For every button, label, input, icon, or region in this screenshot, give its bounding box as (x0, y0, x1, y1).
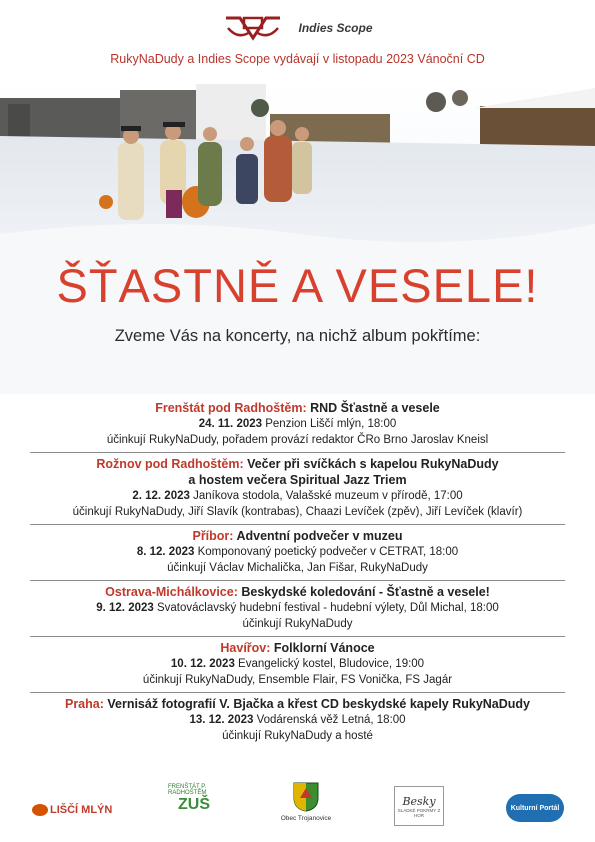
event-performers: účinkují RukyNaDudy, Ensemble Flair, FS Vonička, FS Jagár (142, 674, 453, 686)
besky-wordmark: Besky (402, 794, 436, 808)
event-date: 8. 12. 2023 (136, 546, 195, 558)
event-place: Rožnov pod Radhoštěm: (96, 457, 244, 471)
event-datetime (30, 600, 565, 616)
event-heading (30, 640, 565, 656)
event-datetime (30, 544, 565, 560)
event-date: 9. 12. 2023 (96, 602, 154, 614)
header (0, 0, 595, 86)
event-name: Folklorní Vánoce (270, 641, 375, 655)
event-date: 13. 12. 2023 (189, 714, 254, 726)
kulturni-portal-logo (506, 794, 564, 822)
zus-label: ZUŠ (178, 796, 210, 813)
event-place: Ostrava-Michálkovice: (105, 585, 238, 599)
event-venue: Svatováclavský hudební festival - hudební výlety, Důl Michal, 18:00 (153, 602, 499, 614)
event-performers: účinkují RukyNaDudy a hosté (222, 730, 373, 742)
event-venue: Penzion Liščí mlýn, 18:00 (262, 418, 397, 430)
event-place: Praha: (64, 697, 104, 711)
event-performers: účinkují Václav Michalička, Jan Fišar, RukyNaDudy (167, 562, 428, 574)
event-venue: Janíkova stodola, Valašské muzeum v přírodě, 17:00 (189, 490, 463, 502)
event-name: RND Šťastně a vesele (306, 401, 440, 415)
besky-subtitle: SLADKÉ POKRMY Z HOR (397, 807, 441, 818)
subtitle: Zveme Vás na koncerty, na nichž album pokřtíme: (114, 327, 481, 345)
zus-arc-text: FRENŠTÁT P. RADHOŠTĚM (168, 784, 207, 796)
event-performers: účinkují RukyNaDudy, Jiří Slavík (kontrabas), Chaazi Levíček (zpěv), Jiří Levíček (klavír) (72, 506, 523, 518)
event-item (30, 525, 565, 581)
event-item (30, 453, 565, 525)
event-item (30, 397, 565, 453)
main-title: ŠŤASTNĚ A VESELE! (56, 259, 539, 312)
header-logo-row (0, 14, 595, 42)
event-item (30, 693, 565, 748)
besky-logo (394, 786, 444, 826)
event-heading (30, 696, 565, 712)
event-place: Frenštát pod Radhoštěm: (155, 401, 307, 415)
event-name: Beskydské koledování - Šťastně a vesele! (237, 585, 490, 599)
event-item (30, 637, 565, 693)
rukynadudy-logo-icon (222, 14, 284, 42)
event-datetime (30, 656, 565, 672)
lisci-mlyn-label: LIŠČÍ MLÝN (50, 804, 113, 816)
obec-caption: Obec Trojanovice (280, 815, 332, 822)
coat-of-arms-icon (293, 782, 319, 812)
event-performers: účinkují RukyNaDudy, pořadem provází redaktor ČRo Brno Jaroslav Kneisl (106, 434, 489, 446)
event-heading (30, 456, 565, 472)
event-date: 10. 12. 2023 (170, 658, 235, 670)
lisci-mlyn-logo (32, 804, 112, 816)
event-name: Večer při svíčkách s kapelou RukyNaDudy (243, 457, 499, 471)
fox-icon (32, 804, 48, 816)
hero-photo (0, 84, 595, 394)
event-name: Adventní podvečer v muzeu (233, 529, 403, 543)
event-venue: Vodárenská věž Letná, 18:00 (253, 714, 406, 726)
announcement-line: RukyNaDudy a Indies Scope vydávají v listopadu 2023 Vánoční CD (110, 52, 485, 66)
event-date: 24. 11. 2023 (198, 418, 263, 430)
event-date: 2. 12. 2023 (132, 490, 190, 502)
event-datetime (30, 712, 565, 728)
kulturni-portal-label: Kulturní Portál (510, 804, 560, 812)
indies-scope-brand: Indies Scope (298, 21, 373, 35)
sponsor-logos (0, 778, 595, 838)
event-heading (30, 400, 565, 416)
event-performers: účinkují RukyNaDudy (242, 618, 353, 630)
concert-list (30, 397, 565, 748)
zus-logo (168, 784, 220, 814)
event-heading (30, 528, 565, 544)
event-place: Příbor: (192, 529, 234, 543)
winter-scene-illustration (0, 84, 595, 394)
event-name: Vernisáž fotografií V. Bjačka a křest CD beskydské kapely RukyNaDudy (103, 697, 531, 711)
event-venue: Evangelický kostel, Bludovice, 19:00 (234, 658, 425, 670)
event-datetime (30, 416, 565, 432)
event-item (30, 581, 565, 637)
event-venue: Komponovaný poetický podvečer v CETRAT, 18:00 (194, 546, 459, 558)
event-name-line2: a hostem večera Spiritual Jazz Triem (188, 473, 407, 487)
obec-trojanovice-logo (278, 782, 334, 822)
event-heading (30, 584, 565, 600)
event-place: Havířov: (220, 641, 271, 655)
event-datetime (30, 488, 565, 504)
